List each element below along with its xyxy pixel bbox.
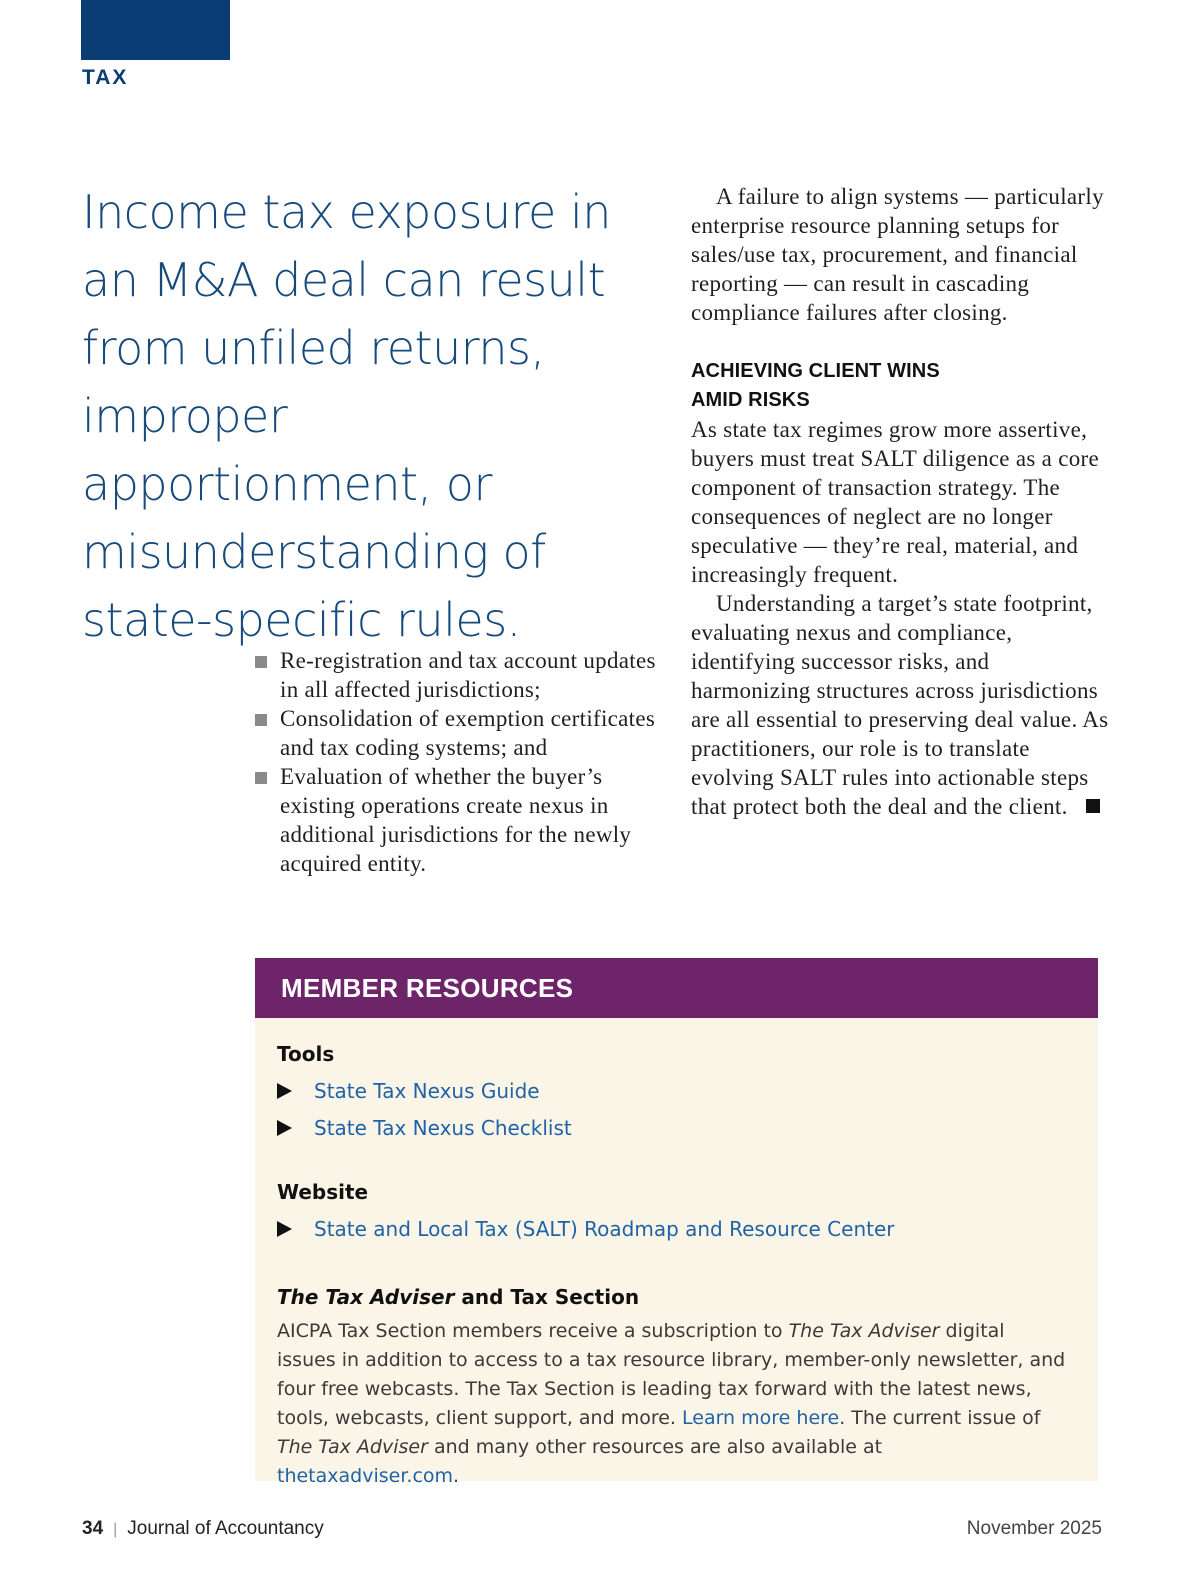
para-text: . The current issue of bbox=[839, 1407, 1041, 1429]
para-italic: The Tax Adviser bbox=[788, 1320, 940, 1342]
body-paragraph-2-text: Understanding a target’s state footprint, evaluating nexus and compliance, identifying successor risks, and harmonizing structures across jurisdictions are all essential to preserving deal value. As practitioners, our role is to translate evolving SALT rules into actionable steps that protect both the deal and the client. bbox=[691, 591, 1109, 819]
tools-link-row bbox=[277, 1072, 1076, 1109]
member-resources-header bbox=[255, 958, 1098, 1018]
tax-section-paragraph bbox=[277, 1317, 1067, 1491]
square-bullet-icon bbox=[255, 772, 267, 784]
publication-name: Journal of Accountancy bbox=[127, 1518, 324, 1539]
subhead-line-2: AMID RISKS bbox=[691, 389, 810, 411]
section-color-block bbox=[81, 0, 230, 60]
para-text: . bbox=[453, 1465, 460, 1487]
list-item-text: Evaluation of whether the buyer’s existing operations create nexus in additional jurisdictions for the newly acquired entity. bbox=[280, 764, 632, 876]
member-resources-box bbox=[255, 958, 1098, 1487]
website-heading: Website bbox=[277, 1180, 369, 1204]
square-bullet-icon bbox=[255, 714, 267, 726]
member-resources-body bbox=[255, 1018, 1098, 1491]
end-of-article-mark bbox=[1086, 799, 1100, 813]
list-item bbox=[255, 646, 660, 704]
website-link-row bbox=[277, 1210, 1076, 1247]
footer-separator: | bbox=[113, 1521, 118, 1538]
body-paragraph-1: As state tax regimes grow more assertive, buyers must treat SALT diligence as a core component of transaction strategy. The consequences of neglect are no longer speculative — they’re real, material, and increasingly frequent. bbox=[691, 417, 1099, 587]
tax-adviser-heading-italic: The Tax Adviser bbox=[277, 1285, 455, 1309]
intro-paragraph: A failure to align systems — particularly enterprise resource planning setups for sales/use tax, procurement, and financial reporting — can result in cascading compliance failures after closing. bbox=[691, 184, 1104, 325]
right-column bbox=[691, 182, 1111, 821]
tax-adviser-heading bbox=[277, 1285, 1076, 1309]
triangle-bullet-icon bbox=[277, 1221, 292, 1237]
tax-adviser-heading-rest: and Tax Section bbox=[454, 1285, 640, 1309]
para-italic: The Tax Adviser bbox=[277, 1436, 428, 1458]
list-item-text: Consolidation of exemption certificates and tax coding systems; and bbox=[280, 706, 656, 760]
state-tax-nexus-checklist-link[interactable]: State Tax Nexus Checklist bbox=[314, 1115, 572, 1140]
list-item bbox=[255, 762, 660, 878]
tools-link-row bbox=[277, 1109, 1076, 1146]
section-label: TAX bbox=[82, 66, 129, 89]
bullet-list bbox=[255, 646, 660, 878]
list-item bbox=[255, 704, 660, 762]
para-text: digital issues in addition to access to a tax resource library, member-only newsletter, and four free webcasts. The Tax Section is leading tax forward with the latest news, tools, webcasts, client support, and more. bbox=[277, 1320, 1066, 1429]
salt-roadmap-link[interactable]: State and Local Tax (SALT) Roadmap and Resource Center bbox=[314, 1216, 895, 1241]
square-bullet-icon bbox=[255, 656, 267, 668]
para-text: and many other resources are also available at bbox=[427, 1436, 883, 1458]
page-number: 34 bbox=[82, 1518, 104, 1539]
body-paragraph-2 bbox=[691, 589, 1111, 821]
pull-quote: Income tax exposure in an M&A deal can result from unfiled returns, improper apportionment, or misunderstanding of state-specific rules. bbox=[82, 185, 611, 647]
triangle-bullet-icon bbox=[277, 1120, 292, 1136]
state-tax-nexus-guide-link[interactable]: State Tax Nexus Guide bbox=[314, 1078, 540, 1103]
issue-date: November 2025 bbox=[966, 1518, 1102, 1539]
triangle-bullet-icon bbox=[277, 1083, 292, 1099]
tax-adviser-site-link[interactable]: thetaxadviser.com bbox=[277, 1465, 454, 1487]
para-text: AICPA Tax Section members receive a subscription to bbox=[277, 1320, 789, 1342]
list-item-text: Re-registration and tax account updates in all affected jurisdictions; bbox=[280, 648, 656, 702]
learn-more-link[interactable]: Learn more here bbox=[682, 1407, 840, 1429]
member-resources-title: MEMBER RESOURCES bbox=[281, 972, 574, 1003]
tools-heading: Tools bbox=[277, 1042, 335, 1066]
subhead-line-1: ACHIEVING CLIENT WINS bbox=[691, 360, 940, 382]
subhead bbox=[691, 357, 1111, 415]
footer-left bbox=[82, 1518, 324, 1540]
